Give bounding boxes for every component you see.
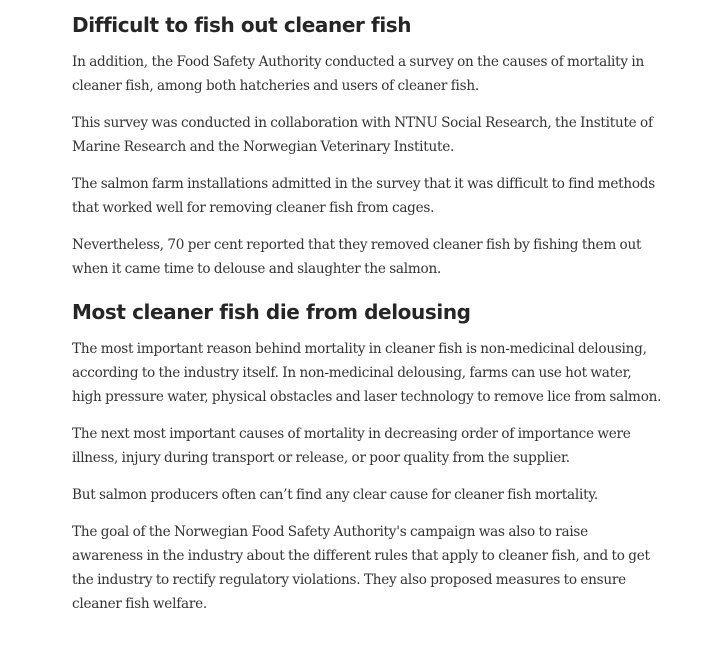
section-heading-difficult-to-fish: Difficult to fish out cleaner fish	[72, 13, 412, 37]
paragraph: The goal of the Norwegian Food Safety Authority's campaign was also to raise awareness in the industry about the different rules that apply to cleaner fish, and to get the industry to rectify regulatory violations. They also proposed measures to ensure cleaner fish welfare.	[72, 524, 650, 612]
paragraph: In addition, the Food Safety Authority conducted a survey on the causes of mortality in cleaner fish, among both hatcheries and users of cleaner fish.	[72, 54, 644, 94]
paragraph: But salmon producers often can’t find any clear cause for cleaner fish mortality.	[72, 487, 598, 503]
paragraph: The salmon farm installations admitted in the survey that it was difficult to find methods that worked well for removing cleaner fish from cages.	[72, 176, 655, 216]
article-body	[72, 10, 662, 629]
paragraph: Nevertheless, 70 per cent reported that they removed cleaner fish by fishing them out when it came time to delouse and slaughter the salmon.	[72, 237, 642, 277]
paragraph: The next most important causes of mortality in decreasing order of importance were illness, injury during transport or release, or poor quality from the supplier.	[72, 426, 631, 466]
paragraph: This survey was conducted in collaboration with NTNU Social Research, the Institute of Marine Research and the Norwegian Veterinary Institute.	[72, 115, 653, 155]
section-heading-most-die-from-delousing: Most cleaner fish die from delousing	[72, 300, 471, 324]
paragraph: The most important reason behind mortality in cleaner fish is non-medicinal delousing, according to the industry itself. In non-medicinal delousing, farms can use hot water, high pressure water, physical obstacles and laser technology to remove lice from salmon.	[72, 341, 662, 405]
